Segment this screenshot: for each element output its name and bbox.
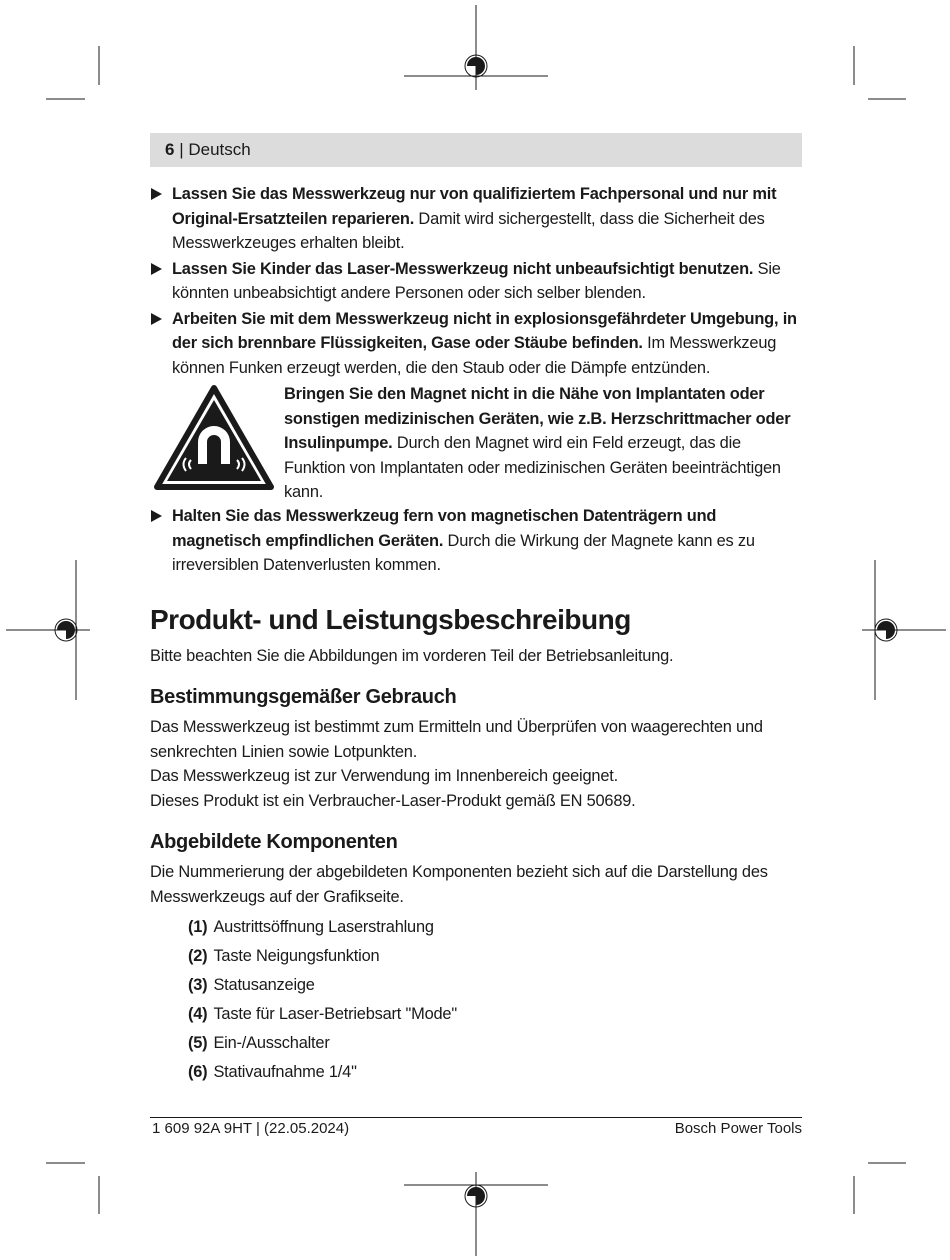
component-number: (5) xyxy=(188,1034,208,1052)
magnet-warning xyxy=(150,382,802,502)
safety-bullet xyxy=(150,257,802,306)
list-item xyxy=(188,971,802,1000)
bullet-bold-text: Lassen Sie Kinder das Laser-Messwerkzeug nicht unbeaufsichtigt benutzen. xyxy=(172,259,754,278)
component-number: (3) xyxy=(188,976,208,994)
intended-use-paragraph: Dieses Produkt ist ein Verbraucher-Laser-Produkt gemäß EN 50689. xyxy=(150,791,636,810)
components-list xyxy=(188,913,802,1087)
list-item xyxy=(188,942,802,971)
safety-bullet xyxy=(150,307,802,381)
list-item xyxy=(188,1058,802,1087)
intended-use-paragraph: Das Messwerkzeug ist zur Verwendung im Innenbereich geeignet. xyxy=(150,767,618,785)
footer-brand: Bosch Power Tools xyxy=(674,1120,802,1137)
page-number: 6 xyxy=(165,140,175,159)
footer-doc-id: 1 609 92A 9HT | (22.05.2024) xyxy=(152,1120,350,1137)
magnet-warning-text xyxy=(284,382,804,505)
component-label: Ein-/Ausschalter xyxy=(213,1034,330,1052)
component-number: (2) xyxy=(188,947,208,965)
bullet-triangle-icon xyxy=(151,313,162,325)
list-item xyxy=(188,1000,802,1029)
component-label: Stativaufnahme 1/4" xyxy=(213,1063,357,1081)
component-label: Taste für Laser-Betriebsart "Mode" xyxy=(213,1005,457,1023)
component-number: (6) xyxy=(188,1063,208,1081)
component-number: (1) xyxy=(188,918,208,936)
header-separator: | xyxy=(179,140,184,159)
safety-bullet xyxy=(150,182,802,256)
bullet-text: Sie könnten unbeabsichtigt andere Personen oder sich selber blenden. xyxy=(172,259,781,302)
page-header xyxy=(150,133,802,167)
list-item xyxy=(188,913,802,942)
bullet-bold-text: Arbeiten Sie mit dem Messwerkzeug nicht in explosionsgefährdeter Umgebung, in der sich brennbare Flüssigkeiten, Gase oder Stäube befinden. xyxy=(172,309,797,352)
magnet-warning-icon xyxy=(153,384,275,492)
section-intro: Bitte beachten Sie die Abbildungen im vorderen Teil der Betriebsanleitung. xyxy=(150,646,674,665)
section-title: Produkt- und Leistungsbeschreibung xyxy=(150,603,631,635)
component-label: Statusanzeige xyxy=(213,976,315,994)
magnet-warning-body: Durch den Magnet wird ein Feld erzeugt, das die Funktion von Implantaten oder medizinischen Geräten beeinträchtigen kann. xyxy=(284,434,781,501)
components-intro: Die Nummerierung der abgebildeten Komponenten bezieht sich auf die Darstellung des Messwerkzeugs auf der Grafikseite. xyxy=(150,863,768,906)
header-language: Deutsch xyxy=(188,140,251,159)
page-content xyxy=(150,182,802,1087)
component-label: Austrittsöffnung Laserstrahlung xyxy=(213,918,434,936)
bullet-text: Im Messwerkzeug können Funken erzeugt werden, die den Staub oder die Dämpfe entzünden. xyxy=(172,334,777,377)
bullet-text: Damit wird sichergestellt, dass die Sicherheit des Messwerkzeuges erhalten bleibt. xyxy=(172,209,765,252)
component-label: Taste Neigungsfunktion xyxy=(213,947,380,965)
bullet-triangle-icon xyxy=(151,188,162,200)
footer-divider xyxy=(150,1117,802,1118)
list-item xyxy=(188,1029,802,1058)
component-number: (4) xyxy=(188,1005,208,1023)
intended-use-title: Bestimmungsgemäßer Gebrauch xyxy=(150,686,457,708)
bullet-triangle-icon xyxy=(151,263,162,275)
safety-bullet xyxy=(150,504,802,578)
magnet-warning-bold: Bringen Sie den Magnet nicht in die Nähe von Implantaten oder sonstigen medizinischen Geräten, wie z.B. Herzschrittmacher oder Insulinpumpe. xyxy=(284,385,791,452)
bullet-text: Durch die Wirkung der Magnete kann es zu irreversiblen Datenverlusten kommen. xyxy=(172,531,755,574)
intended-use-paragraph: Das Messwerkzeug ist bestimmt zum Ermitteln und Überprüfen von waagerechten und senkrechten Linien sowie Lotpunkten. xyxy=(150,718,763,761)
bullet-bold-text: Lassen Sie das Messwerkzeug nur von qualifiziertem Fachpersonal und nur mit Original-Ersatzteilen reparieren. xyxy=(172,185,777,228)
bullet-bold-text: Halten Sie das Messwerkzeug fern von magnetischen Datenträgern und magnetisch empfindlichen Geräten. xyxy=(172,507,717,550)
bullet-triangle-icon xyxy=(151,510,162,522)
components-title: Abgebildete Komponenten xyxy=(150,831,398,853)
